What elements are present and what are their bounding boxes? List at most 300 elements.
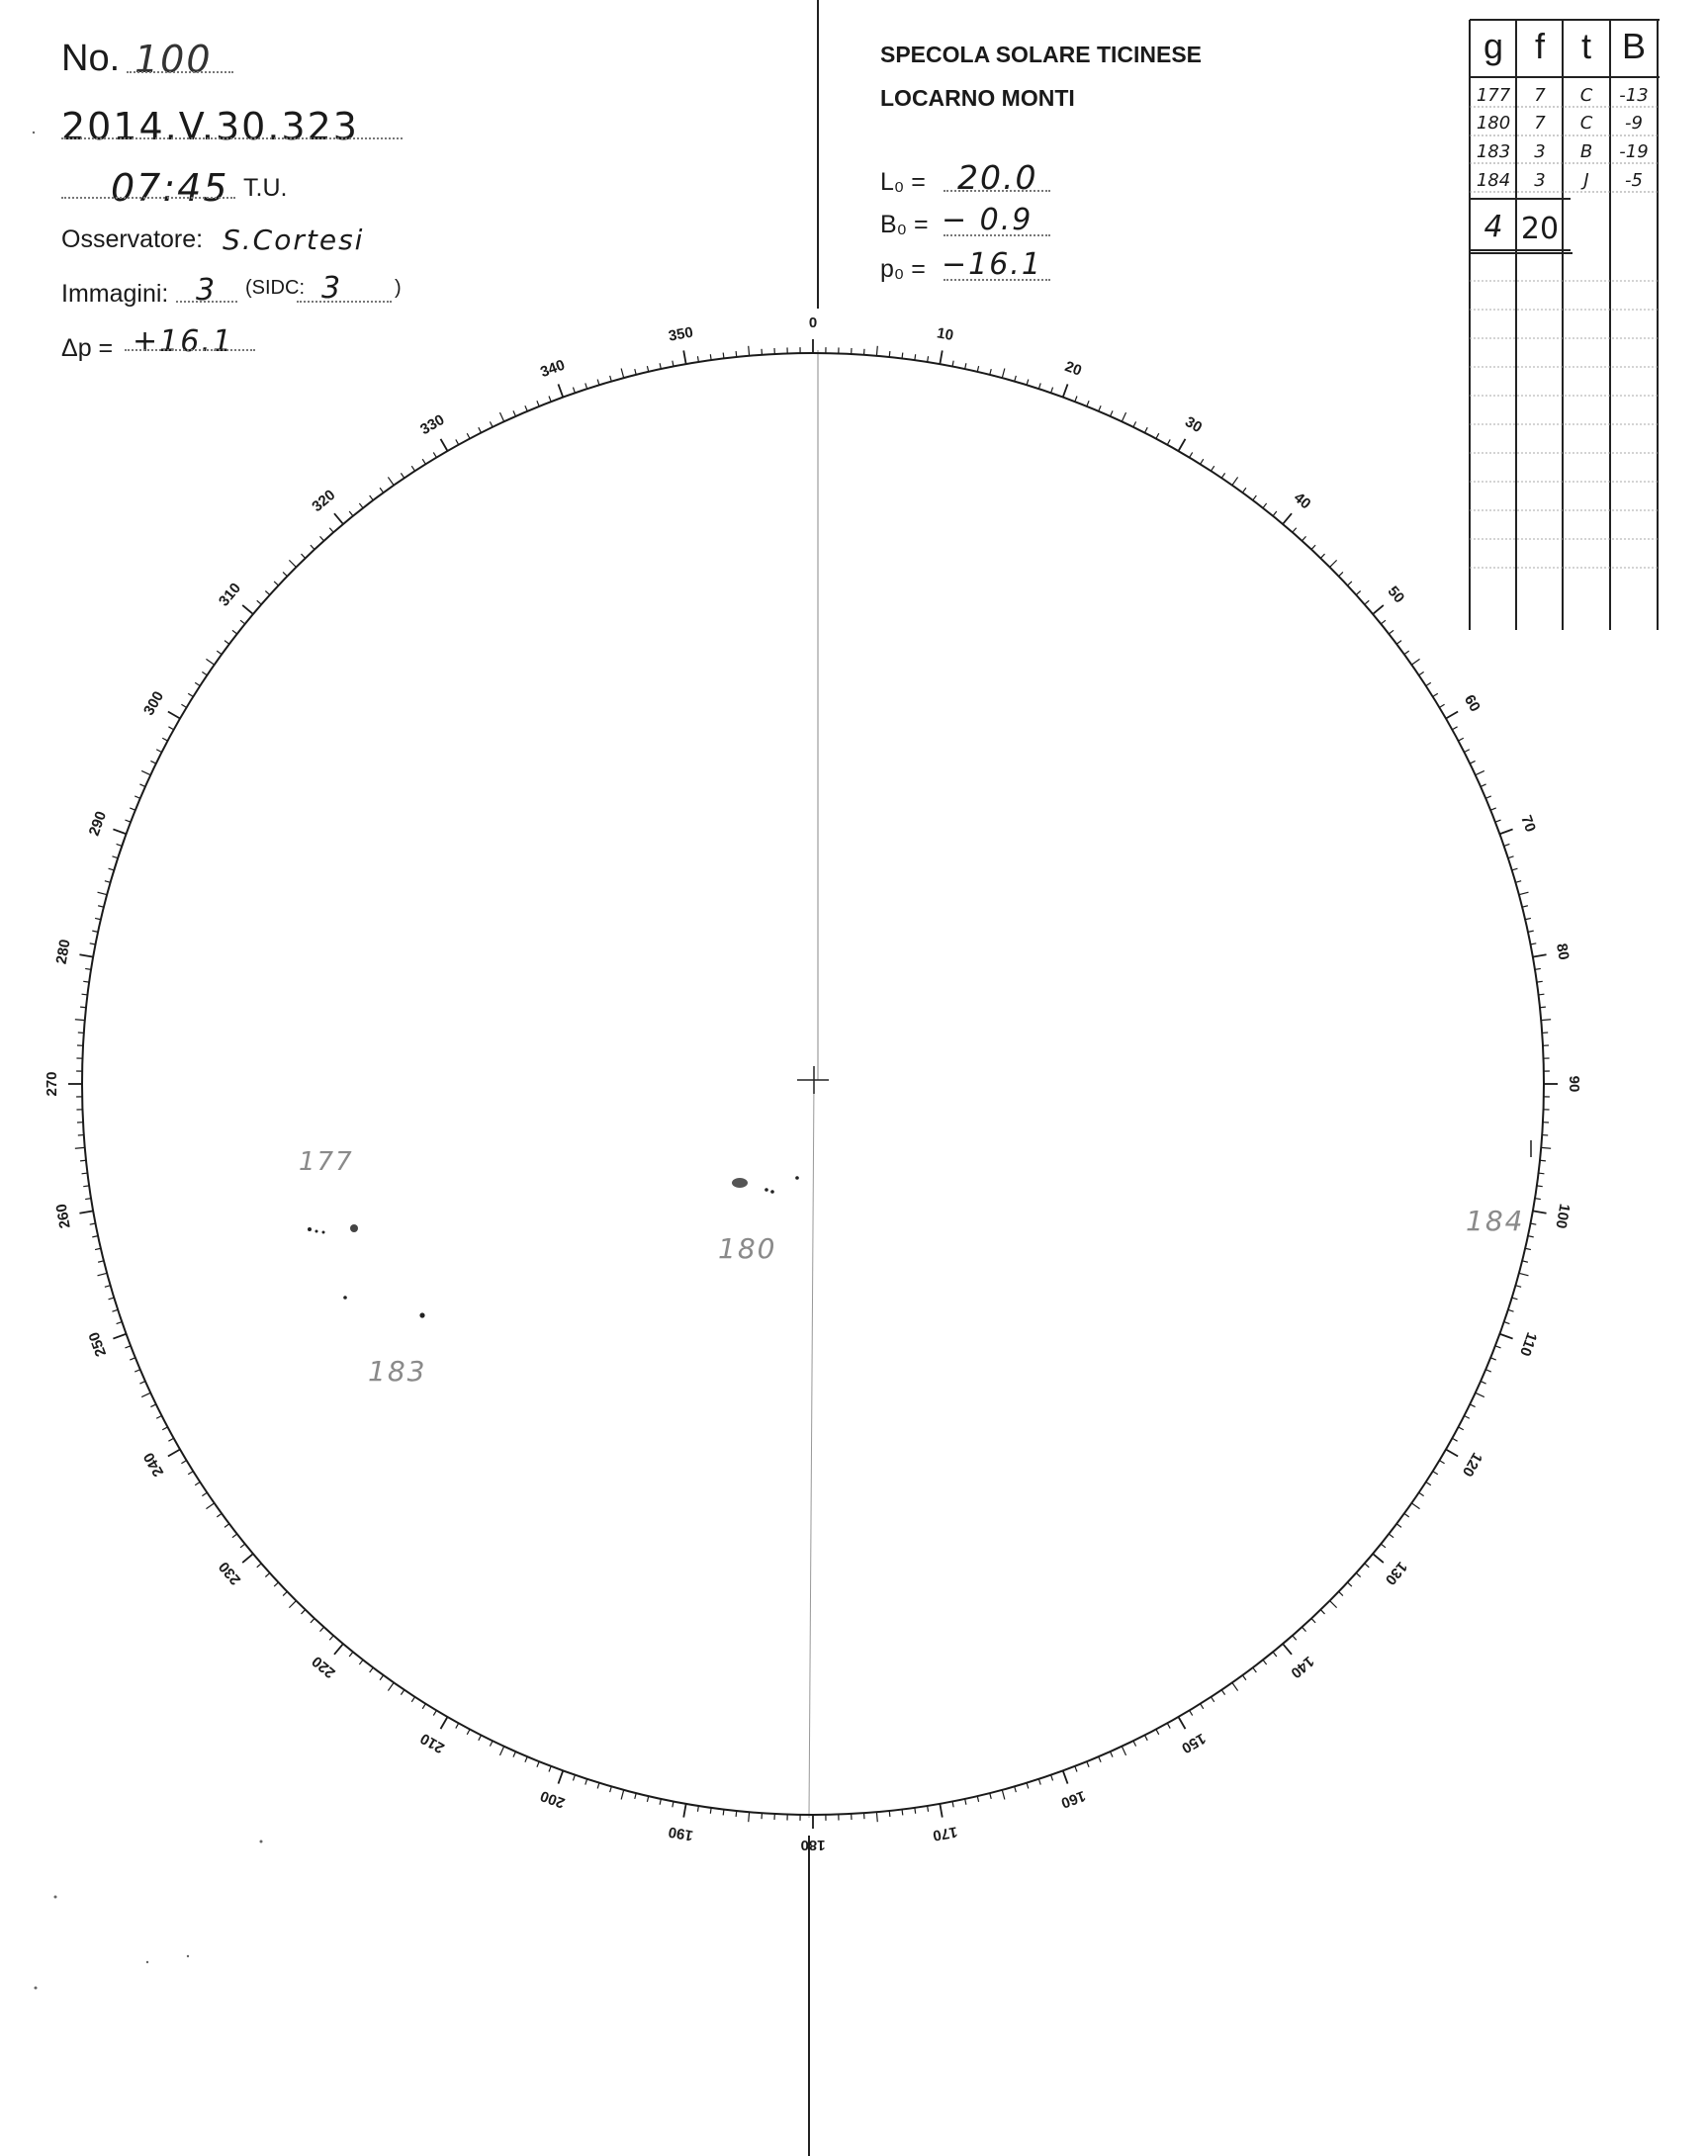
degree-tick — [952, 361, 953, 367]
degree-tick — [113, 1334, 126, 1339]
degree-tick — [977, 366, 978, 372]
degree-label-240: 240 — [139, 1449, 168, 1480]
degree-tick — [168, 712, 180, 719]
degree-tick — [411, 1697, 414, 1702]
degree-tick — [349, 511, 353, 516]
degree-label-160: 160 — [1058, 1786, 1088, 1812]
degree-tick — [1433, 1472, 1438, 1475]
degree-tick — [135, 796, 140, 798]
col-header-latitude: B — [1621, 26, 1646, 66]
degree-tick — [1122, 1747, 1125, 1755]
degree-tick — [1540, 1160, 1546, 1161]
degree-tick — [90, 943, 96, 944]
degree-tick — [370, 1667, 374, 1672]
degree-tick — [1339, 572, 1343, 576]
degree-tick — [1122, 412, 1125, 421]
degree-tick — [902, 353, 903, 359]
degree-tick — [1087, 401, 1089, 406]
degree-tick — [411, 466, 414, 471]
degree-tick — [1404, 1513, 1409, 1517]
degree-label-200: 200 — [538, 1786, 568, 1812]
degree-tick — [1144, 1735, 1147, 1740]
degree-tick — [113, 829, 126, 834]
degree-tick — [1242, 1675, 1246, 1680]
degree-tick — [1530, 1223, 1536, 1224]
degree-tick — [83, 981, 89, 982]
degree-tick — [1365, 600, 1370, 604]
degree-tick — [1381, 1544, 1386, 1548]
degree-tick — [573, 388, 575, 394]
degree-tick — [537, 401, 539, 406]
degree-tick — [1464, 1415, 1469, 1418]
degree-tick — [242, 605, 253, 614]
degree-label-10: 10 — [935, 324, 955, 344]
table-row-2-f: 7 — [1534, 113, 1546, 134]
degree-tick — [329, 528, 333, 533]
degree-tick — [1476, 770, 1484, 774]
degree-tick — [1525, 1248, 1531, 1249]
degree-tick — [558, 384, 563, 397]
degree-tick — [85, 1199, 91, 1200]
degree-tick — [1087, 1761, 1089, 1767]
degree-tick — [1302, 536, 1305, 540]
B0-dotline — [944, 234, 1050, 236]
degree-tick — [1537, 1186, 1543, 1187]
degree-tick — [710, 1808, 711, 1814]
delta-p-dotline — [125, 349, 255, 351]
degree-tick — [141, 770, 150, 774]
degree-tick — [334, 1644, 343, 1655]
degree-tick — [928, 1806, 929, 1812]
p0-value: −16.1 — [942, 247, 1042, 282]
degree-tick — [388, 1682, 394, 1690]
degree-tick — [1133, 1741, 1136, 1746]
sidc-dotline — [297, 301, 392, 303]
degree-tick — [1339, 1591, 1343, 1595]
delta-p-value: +16.1 — [133, 324, 233, 359]
degree-tick — [257, 1564, 262, 1568]
degree-tick — [135, 1370, 140, 1372]
degree-tick — [1253, 1667, 1257, 1672]
degree-tick — [490, 1741, 493, 1746]
degree-tick — [1156, 433, 1159, 438]
degree-tick — [168, 727, 173, 730]
degree-label-50: 50 — [1384, 583, 1408, 607]
degree-tick — [1396, 641, 1401, 645]
degree-tick — [1404, 651, 1409, 655]
degree-tick — [1515, 1286, 1521, 1288]
degree-tick — [673, 361, 674, 367]
spot-183-a — [343, 1296, 347, 1300]
degree-label-170: 170 — [931, 1823, 959, 1844]
degree-tick — [1320, 1610, 1324, 1614]
degree-tick — [1419, 672, 1424, 674]
degree-tick — [1433, 693, 1438, 696]
table-row-2-b: -9 — [1625, 113, 1643, 134]
degree-tick — [289, 1601, 296, 1608]
total-spots: 20 — [1520, 212, 1560, 246]
degree-tick — [1464, 750, 1469, 753]
col-header-groups: g — [1483, 26, 1504, 66]
degree-tick — [1075, 1766, 1077, 1772]
degree-tick — [441, 1717, 448, 1729]
degree-tick — [188, 693, 193, 696]
degree-tick — [1439, 1461, 1444, 1464]
p0-label: p₀ = — [880, 255, 926, 283]
spot-183-b — [419, 1312, 424, 1317]
degree-tick — [889, 1811, 890, 1817]
table-row-1-b: -13 — [1619, 85, 1649, 106]
degree-tick — [1167, 439, 1170, 444]
degree-tick — [1293, 528, 1297, 533]
degree-tick — [647, 1796, 648, 1802]
degree-tick — [1530, 943, 1536, 944]
table-row-4-b: -5 — [1625, 170, 1643, 191]
degree-tick — [162, 738, 167, 741]
degree-tick — [525, 405, 527, 411]
degree-tick — [105, 1286, 111, 1288]
degree-label-80: 80 — [1553, 942, 1573, 962]
degree-tick — [1356, 1572, 1360, 1576]
degree-tick — [1495, 1346, 1501, 1348]
degree-tick — [1481, 1382, 1485, 1384]
degree-tick — [162, 1427, 167, 1430]
spot-177-d — [350, 1224, 358, 1232]
degree-label-320: 320 — [309, 486, 339, 516]
degree-tick — [647, 366, 648, 372]
degree-label-30: 30 — [1182, 413, 1206, 437]
degree-tick — [206, 659, 214, 665]
degree-tick — [549, 396, 551, 402]
col-header-type: t — [1580, 26, 1591, 66]
degree-tick — [549, 1766, 551, 1772]
degree-tick — [940, 1804, 942, 1818]
degree-tick — [1446, 712, 1458, 719]
degree-tick — [1519, 892, 1529, 895]
degree-label-40: 40 — [1290, 489, 1314, 513]
degree-tick — [1027, 380, 1029, 386]
degree-tick — [1490, 1358, 1496, 1360]
degree-tick — [1356, 590, 1360, 594]
table-row-2-g: 180 — [1476, 113, 1511, 134]
degree-tick — [513, 1752, 515, 1756]
degree-label-180: 180 — [800, 1837, 826, 1854]
degree-tick — [723, 1809, 724, 1815]
degree-tick — [85, 968, 91, 969]
degree-tick — [98, 1273, 108, 1276]
degree-tick — [232, 630, 237, 634]
degree-tick — [1002, 1790, 1005, 1800]
spot-177-b — [315, 1230, 318, 1233]
degree-tick — [1075, 396, 1077, 402]
degree-tick — [1458, 1427, 1463, 1430]
degree-tick — [301, 1610, 305, 1614]
degree-tick — [749, 1812, 750, 1822]
degree-tick — [1411, 1503, 1419, 1509]
degree-tick — [1439, 704, 1444, 707]
degree-tick — [95, 918, 101, 919]
degree-tick — [1211, 466, 1214, 471]
degree-label-0: 0 — [808, 314, 818, 331]
degree-tick — [202, 1492, 207, 1495]
degree-tick — [660, 1799, 661, 1805]
degree-tick — [329, 1636, 333, 1641]
degree-tick — [156, 750, 161, 753]
table-row-4-f: 3 — [1534, 170, 1546, 191]
solar-limb — [82, 353, 1544, 1815]
table-row-3-t: B — [1579, 141, 1593, 162]
degree-tick — [1485, 796, 1491, 798]
degree-tick — [92, 931, 98, 932]
degree-tick — [537, 1761, 539, 1767]
degree-tick — [1535, 1199, 1541, 1200]
degree-tick — [1373, 605, 1384, 614]
degree-tick — [915, 354, 916, 360]
degree-tick — [98, 1261, 104, 1262]
degree-tick — [1504, 1322, 1510, 1324]
degree-tick — [1302, 1627, 1305, 1631]
degree-tick — [902, 1809, 903, 1815]
degree-tick — [334, 513, 343, 524]
degree-tick — [311, 545, 315, 549]
degree-tick — [673, 1801, 674, 1807]
degree-tick — [1499, 829, 1512, 834]
degree-tick — [1273, 1652, 1277, 1657]
degree-label-90: 90 — [1566, 1075, 1583, 1093]
degree-tick — [188, 1472, 193, 1475]
degree-tick — [274, 1582, 278, 1586]
group-label-183: 183 — [368, 1355, 427, 1388]
degree-tick — [1470, 1404, 1475, 1407]
degree-tick — [380, 488, 384, 493]
degree-tick — [479, 427, 482, 432]
degree-tick — [965, 1799, 966, 1805]
degree-tick — [117, 1322, 123, 1324]
degree-tick — [98, 892, 108, 895]
degree-tick — [597, 380, 599, 386]
degree-tick — [977, 1796, 978, 1802]
degree-tick — [232, 1534, 237, 1538]
degree-tick — [242, 1554, 253, 1563]
degree-tick — [401, 1690, 404, 1695]
degree-tick — [1508, 1309, 1514, 1311]
sidc-close: ) — [395, 277, 402, 299]
degree-tick — [150, 761, 155, 764]
degree-tick — [1167, 1723, 1170, 1728]
degree-tick — [168, 1438, 173, 1441]
table-row-1-t: C — [1579, 85, 1593, 106]
degree-tick — [1504, 844, 1510, 846]
degree-tick — [225, 641, 229, 645]
degree-tick — [585, 383, 587, 389]
degree-tick — [1311, 545, 1315, 549]
degree-tick — [109, 1298, 115, 1300]
degree-tick — [359, 1660, 363, 1664]
degree-tick — [125, 1346, 131, 1348]
degree-tick — [1330, 1601, 1337, 1608]
table-row-1-f: 7 — [1534, 85, 1546, 106]
degree-label-310: 310 — [215, 580, 245, 610]
degree-tick — [265, 590, 269, 594]
degree-tick — [380, 1675, 384, 1680]
degree-tick — [156, 1415, 161, 1418]
degree-label-280: 280 — [52, 938, 74, 966]
degree-tick — [1347, 1582, 1351, 1586]
degree-tick — [635, 1793, 636, 1799]
degree-tick — [1389, 630, 1393, 634]
degree-tick — [109, 868, 115, 870]
degree-tick — [319, 536, 323, 540]
degree-tick — [1535, 968, 1541, 969]
degree-tick — [456, 1723, 459, 1728]
degree-tick — [1481, 784, 1485, 786]
degree-tick — [1419, 1492, 1424, 1495]
degree-tick — [206, 1503, 214, 1509]
spot-180-c — [770, 1190, 774, 1194]
degree-tick — [1263, 503, 1267, 508]
degree-tick — [1232, 477, 1238, 485]
spot-177-c — [322, 1231, 325, 1234]
table-row-4-g: 184 — [1476, 170, 1511, 191]
degree-tick — [1540, 1007, 1546, 1008]
degree-tick — [1541, 1147, 1551, 1148]
degree-tick — [319, 1627, 323, 1631]
degree-tick — [467, 433, 470, 438]
south-axis-faint — [809, 1080, 814, 1818]
degree-label-330: 330 — [417, 410, 448, 439]
degree-tick — [257, 600, 262, 604]
number-value: 100 — [135, 38, 213, 81]
table-row-3-f: 3 — [1534, 141, 1546, 162]
degree-tick — [168, 1450, 180, 1457]
degree-tick — [225, 1524, 229, 1528]
degree-tick — [1211, 1697, 1214, 1702]
degree-tick — [1330, 560, 1337, 567]
degree-tick — [79, 954, 93, 956]
degree-tick — [359, 503, 363, 508]
degree-tick — [370, 495, 374, 500]
degree-tick — [513, 410, 515, 415]
degree-label-190: 190 — [667, 1823, 695, 1844]
degree-tick — [195, 1482, 200, 1484]
degree-tick — [130, 808, 135, 810]
degree-tick — [635, 369, 636, 375]
degree-tick — [1038, 1779, 1040, 1785]
degree-tick — [1533, 954, 1547, 956]
degree-label-350: 350 — [667, 323, 695, 345]
degree-tick — [1201, 1704, 1204, 1709]
degree-tick — [75, 1020, 85, 1021]
degree-tick — [940, 350, 942, 364]
degree-label-250: 250 — [85, 1329, 111, 1359]
degree-tick — [621, 369, 624, 379]
degree-tick — [82, 994, 88, 995]
degree-label-60: 60 — [1460, 691, 1483, 715]
degree-tick — [749, 346, 750, 356]
degree-tick — [289, 560, 296, 567]
degree-tick — [1253, 495, 1257, 500]
degree-tick — [585, 1779, 587, 1785]
spot-177-a — [308, 1227, 312, 1231]
observer-label: Osservatore: — [61, 225, 204, 253]
degree-tick — [1015, 1786, 1017, 1792]
degree-tick — [456, 439, 459, 444]
degree-tick — [1389, 1534, 1393, 1538]
degree-tick — [433, 1710, 436, 1715]
degree-tick — [92, 1236, 98, 1237]
degree-tick — [1537, 981, 1543, 982]
degree-tick — [1179, 439, 1186, 451]
degree-tick — [723, 353, 724, 359]
date-dotline — [61, 137, 403, 139]
degree-tick — [683, 350, 685, 364]
number-dotline — [127, 71, 233, 73]
degree-tick — [1426, 682, 1431, 685]
degree-tick — [499, 1747, 503, 1755]
spot-180-leader — [732, 1178, 748, 1188]
time-dotline — [61, 197, 235, 199]
degree-label-230: 230 — [215, 1558, 245, 1588]
degree-tick — [876, 346, 877, 356]
degree-label-130: 130 — [1381, 1558, 1411, 1588]
degree-label-270: 270 — [43, 1071, 60, 1097]
degree-tick — [1063, 384, 1068, 397]
images-dotline — [176, 301, 237, 303]
degree-tick — [1002, 369, 1005, 379]
degree-tick — [1144, 427, 1147, 432]
degree-tick — [1452, 727, 1457, 730]
degree-tick — [112, 1309, 118, 1311]
p0-dotline — [944, 279, 1050, 281]
degree-tick — [499, 412, 503, 421]
degree-tick — [422, 459, 425, 464]
table-row-1-g: 177 — [1476, 85, 1511, 106]
degree-tick — [1533, 1211, 1547, 1213]
degree-tick — [889, 351, 890, 357]
number-label: No. — [61, 38, 121, 79]
degree-tick — [915, 1808, 916, 1814]
degree-tick — [1283, 513, 1292, 524]
degree-tick — [1525, 918, 1531, 919]
degree-tick — [1263, 1660, 1267, 1664]
degree-tick — [1038, 383, 1040, 389]
degree-tick — [697, 1806, 698, 1812]
degree-tick — [1190, 452, 1193, 457]
table-grid — [1470, 20, 1660, 630]
institution-location: LOCARNO MONTI — [880, 85, 1075, 111]
degree-tick — [181, 1461, 186, 1464]
total-groups: 4 — [1483, 210, 1503, 244]
date-value: 2014.V.30.323 — [61, 105, 359, 148]
spot-180-d — [795, 1176, 799, 1180]
degree-tick — [467, 1729, 470, 1734]
degree-label-340: 340 — [538, 356, 568, 382]
degree-tick — [697, 356, 698, 362]
institution-name: SPECOLA SOLARE TICINESE — [880, 42, 1203, 67]
table-row-3-b: -19 — [1619, 141, 1649, 162]
degree-tick — [1411, 659, 1419, 665]
degree-tick — [1490, 808, 1496, 810]
degree-tick — [105, 881, 111, 883]
degree-tick — [1320, 554, 1324, 558]
degree-tick — [240, 1544, 245, 1548]
degree-tick — [610, 376, 612, 382]
degree-tick — [1515, 881, 1521, 883]
degree-tick — [1508, 856, 1514, 858]
degree-tick — [130, 1358, 135, 1360]
degree-tick — [1293, 1636, 1297, 1641]
L0-label: L₀ = — [880, 168, 926, 196]
